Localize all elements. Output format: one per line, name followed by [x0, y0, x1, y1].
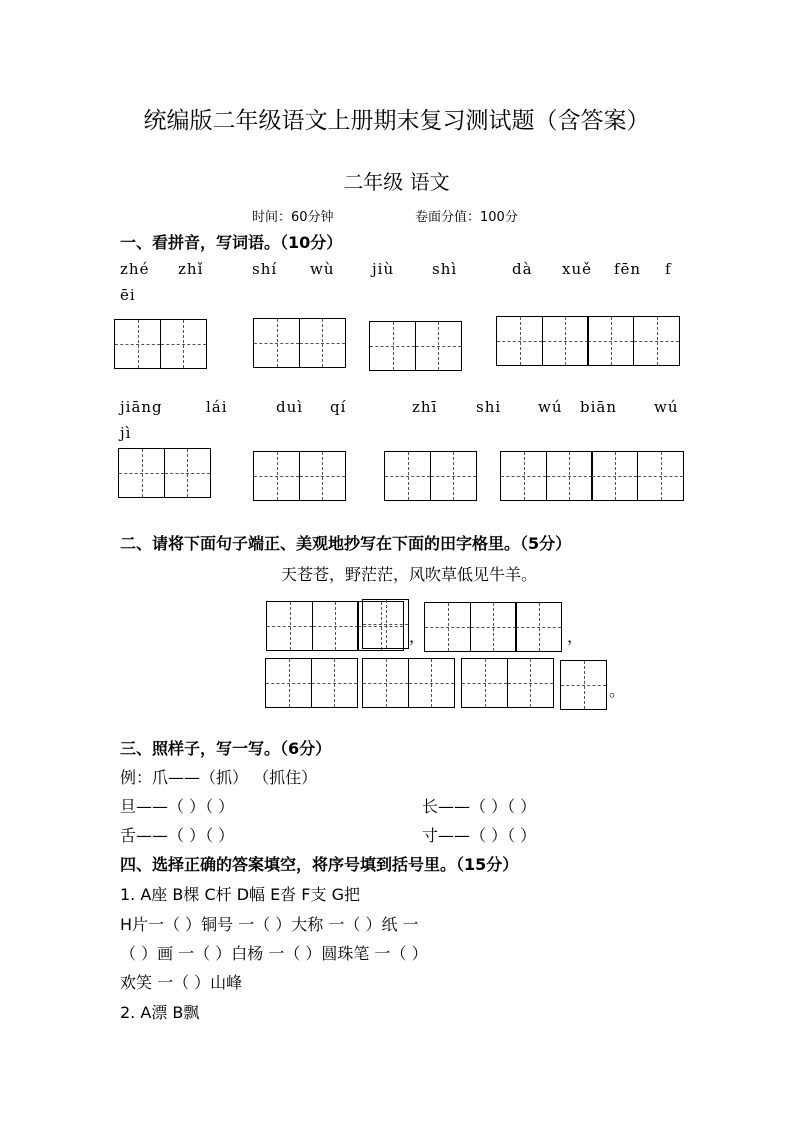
tianzige-cell[interactable]	[408, 658, 455, 708]
tianzige-sentence-5[interactable]	[362, 658, 455, 708]
tianzige-cell[interactable]	[369, 321, 416, 371]
tianzige-cell[interactable]	[496, 316, 543, 366]
exercise-item[interactable]: 寸——（ ）（ ）	[422, 826, 537, 845]
pinyin: lái	[206, 398, 228, 416]
exercise-item[interactable]: 长——（ ）（ ）	[422, 797, 537, 816]
tianzige-cell[interactable]	[164, 448, 211, 498]
pinyin: qí	[330, 398, 347, 416]
tianzige-cell[interactable]	[384, 451, 431, 501]
tianzige-cell[interactable]	[311, 658, 358, 708]
exercise-item[interactable]: 旦——（ ）（ ）	[120, 797, 235, 816]
tianzige-cell[interactable]	[591, 451, 638, 501]
period-mark: 。	[609, 681, 626, 700]
tianzige-word-2[interactable]	[253, 318, 346, 368]
tianzige-cell[interactable]	[253, 318, 300, 368]
document-title: 统编版二年级语文上册期末复习测试题（含答案）	[143, 108, 650, 134]
q1-line-4[interactable]: 欢笑 一（ ）山峰	[120, 973, 243, 992]
section-1-heading: 一、看拼音，写词语。（10分）	[120, 233, 343, 252]
exercise-item[interactable]: 舌——（ ）（ ）	[120, 826, 235, 845]
pinyin: duì	[276, 398, 304, 416]
tianzige-cell[interactable]	[470, 602, 517, 652]
pinyin: dà	[512, 260, 533, 278]
pinyin: zhé	[120, 260, 150, 278]
section-2-heading: 二、请将下面句子端正、美观地抄写在下面的田字格里。（5分）	[120, 534, 572, 553]
pinyin: jiù	[372, 260, 395, 278]
tianzige-cell[interactable]	[118, 448, 165, 498]
tianzige-cell[interactable]	[430, 451, 477, 501]
section-3-heading: 三、照样子，写一写。（6分）	[120, 739, 332, 758]
tianzige-cell[interactable]	[424, 602, 471, 652]
tianzige-cell[interactable]	[265, 658, 312, 708]
pinyin: shì	[432, 260, 458, 278]
pinyin: wú	[538, 398, 563, 416]
pinyin: fēn	[614, 260, 642, 278]
pinyin: shí	[252, 260, 278, 278]
copy-sentence: 天苍苍，野茫茫，风吹草低见牛羊。	[281, 565, 538, 584]
tianzige-word-1[interactable]	[114, 319, 207, 369]
tianzige-cell[interactable]	[587, 316, 634, 366]
tianzige-cell[interactable]	[637, 451, 684, 501]
pinyin: zhǐ	[178, 260, 204, 278]
pinyin: f	[665, 260, 672, 278]
tianzige-cell[interactable]	[160, 319, 207, 369]
tianzige-cell[interactable]	[299, 451, 346, 501]
comma-mark: ，	[567, 627, 584, 646]
tianzige-cell[interactable]	[542, 316, 589, 366]
tianzige-cell[interactable]	[461, 658, 508, 708]
tianzige-cell[interactable]	[266, 601, 313, 651]
tianzige-word-4[interactable]	[496, 316, 680, 366]
pinyin-row-2-wrap: jì	[120, 424, 132, 442]
tianzige-sentence-4[interactable]	[265, 658, 358, 708]
tianzige-cell[interactable]	[500, 451, 547, 501]
tianzige-cell[interactable]	[312, 601, 359, 651]
tianzige-word-6[interactable]	[253, 451, 346, 501]
pinyin: zhī	[412, 398, 438, 416]
tianzige-cell[interactable]	[362, 658, 409, 708]
tianzige-cell[interactable]	[253, 451, 300, 501]
tianzige-cell[interactable]	[299, 318, 346, 368]
section-4-heading: 四、选择正确的答案填空，将序号填到括号里。（15分）	[120, 855, 519, 874]
pinyin: biān	[580, 398, 618, 416]
tianzige-sentence-3[interactable]	[424, 602, 562, 652]
document-subtitle: 二年级 语文	[343, 170, 450, 194]
tianzige-cell[interactable]	[362, 599, 409, 649]
q1-line-3[interactable]: （ ）画 一（ ）白杨 一（ ）圆珠笔 一（ ）	[120, 944, 428, 963]
tianzige-sentence-6[interactable]	[461, 658, 554, 708]
exam-time: 时间：60分钟	[252, 210, 334, 225]
tianzige-sentence-2[interactable]	[362, 599, 409, 649]
tianzige-cell[interactable]	[515, 602, 562, 652]
pinyin: wú	[654, 398, 679, 416]
tianzige-sentence-7[interactable]	[560, 660, 607, 710]
tianzige-word-8[interactable]	[500, 451, 684, 501]
pinyin: wù	[310, 260, 335, 278]
tianzige-word-5[interactable]	[118, 448, 211, 498]
comma-mark: ，	[409, 627, 426, 646]
tianzige-word-7[interactable]	[384, 451, 477, 501]
tianzige-cell[interactable]	[415, 321, 462, 371]
tianzige-cell[interactable]	[546, 451, 593, 501]
example-line: 例：爪——（抓） （抓住）	[120, 768, 318, 787]
q2-options: 2. A漂 B飘	[120, 1003, 200, 1022]
pinyin: shi	[476, 398, 502, 416]
exam-score: 卷面分值：100分	[415, 210, 518, 225]
q1-options: 1. A座 B棵 C杆 D幅 E沓 F支 G把	[120, 885, 360, 904]
pinyin: jiāng	[120, 398, 163, 416]
pinyin: xuě	[562, 260, 592, 278]
pinyin-row-1-wrap: ēi	[120, 286, 136, 304]
tianzige-word-3[interactable]	[369, 321, 462, 371]
tianzige-cell[interactable]	[633, 316, 680, 366]
q1-line-2[interactable]: H片一（ ）铜号 一（ ）大称 一（ ）纸 一	[120, 915, 419, 934]
tianzige-cell[interactable]	[560, 660, 607, 710]
tianzige-cell[interactable]	[507, 658, 554, 708]
tianzige-cell[interactable]	[114, 319, 161, 369]
